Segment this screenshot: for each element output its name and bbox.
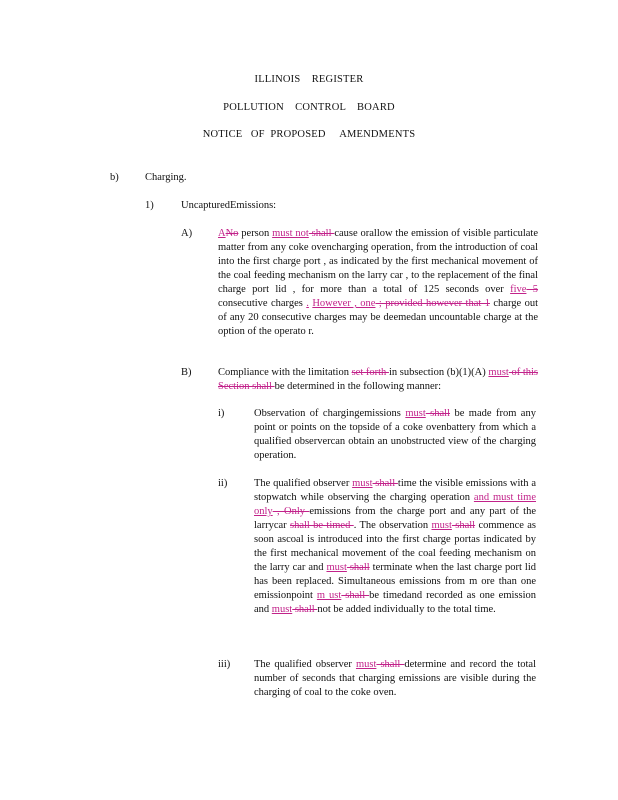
deleted-text: shall be timed bbox=[289, 520, 354, 531]
deleted-text: shall bbox=[292, 604, 318, 615]
section-label: b) bbox=[110, 172, 119, 183]
deleted-text: ; provided however that 1 bbox=[375, 298, 490, 309]
item-iii-label: iii) bbox=[218, 659, 231, 670]
deleted-text: shall bbox=[341, 590, 370, 601]
deleted-text: shall bbox=[425, 408, 451, 419]
text-run: be determined in the following manner: bbox=[274, 381, 442, 392]
item-b-text bbox=[218, 366, 538, 394]
inserted-text: must bbox=[405, 408, 426, 419]
deleted-text: 5 bbox=[526, 284, 539, 295]
inserted-text: A bbox=[218, 228, 226, 239]
subsection-1-label: 1) bbox=[145, 200, 154, 211]
deleted-text: shall bbox=[372, 478, 398, 489]
text-run: . The observation bbox=[353, 520, 432, 531]
text-run: commence as soon ascoal is introduced into the first charge portas indicated by the first mechanical movement of the coal feeding mechanism on the larry car and bbox=[254, 520, 537, 573]
inserted-text: must bbox=[488, 367, 509, 378]
item-b-label: B) bbox=[181, 367, 192, 378]
item-i-label: i) bbox=[218, 408, 225, 419]
deleted-text: set forth bbox=[351, 367, 389, 378]
deleted-text: shall bbox=[451, 520, 476, 531]
inserted-text: and must time only bbox=[254, 492, 537, 517]
inserted-text: . bbox=[306, 298, 309, 309]
text-run: determine and record the total number of seconds that charging emissions are visible during the charging of coal to the coke oven. bbox=[254, 659, 537, 698]
deleted-text: No bbox=[225, 228, 239, 239]
item-ii-text bbox=[254, 477, 536, 617]
deleted-text: shall bbox=[376, 659, 405, 670]
text-run: Compliance with the limitation bbox=[218, 367, 352, 378]
text-run: charge out of any 20 consecutive charges may be deemedan uncountable charge at the option of the operato r. bbox=[218, 298, 538, 337]
header-line-1: ILLINOIS REGISTER bbox=[254, 74, 364, 85]
deleted-text: of this Section shall bbox=[218, 367, 539, 392]
inserted-text: must bbox=[352, 478, 373, 489]
text-run: The qualified observer bbox=[254, 478, 353, 489]
inserted-text: must bbox=[355, 659, 377, 670]
text-run: time the visible emissions with a stopwatch while observing the charging operation bbox=[254, 478, 536, 503]
deleted-text: , Only bbox=[272, 506, 310, 517]
item-i-text bbox=[254, 407, 536, 463]
text-run: emissions from the charge port and any part of the larrycar bbox=[254, 506, 536, 531]
inserted-text: m ust bbox=[316, 590, 342, 601]
header-line-2: POLLUTION CONTROL BOARD bbox=[223, 102, 395, 113]
header-line-3: NOTICE OF PROPOSED AMENDMENTS bbox=[202, 129, 416, 140]
text-run: The qualified observer bbox=[254, 659, 356, 670]
inserted-text: must bbox=[326, 562, 347, 573]
inserted-text: However , one bbox=[312, 298, 376, 309]
inserted-text: five bbox=[510, 284, 527, 295]
text-run: in subsection (b)(1)(A) bbox=[388, 367, 489, 378]
item-a-label: A) bbox=[181, 228, 193, 239]
text-run: be made from any point or points on the topside of a coke ovenbattery from which a qualified observercan obtain an unobstructed view of the charging operation. bbox=[254, 408, 536, 461]
inserted-text: must not bbox=[272, 228, 309, 239]
item-iii-text bbox=[254, 658, 536, 700]
text-run: Observation of chargingemissions bbox=[254, 408, 406, 419]
text-run: person bbox=[238, 228, 273, 239]
deleted-text: shall bbox=[346, 562, 370, 573]
text-run: be timedand recorded as one emission and bbox=[254, 590, 536, 615]
item-ii-label: ii) bbox=[218, 478, 228, 489]
text-run: terminate when the last charge port lid has been replaced. Simultaneous emissions from m ore than one emissionpoint bbox=[254, 562, 536, 601]
deleted-text: shall bbox=[308, 228, 335, 239]
item-a-text bbox=[218, 227, 538, 339]
inserted-text: must bbox=[271, 604, 293, 615]
text-run: consecutive charges bbox=[218, 298, 307, 309]
text-run: cause orallow the emission of visible particulate matter from any coke ovencharging operation, from the introduction of coal into the first charge port , as indicated by the first mechanical movement of the coal feeding mechanism on the larry car , to the replacement of the final charge port lid , for more than a total of 125 seconds over bbox=[218, 228, 539, 295]
inserted-text: must bbox=[431, 520, 452, 531]
text-run: not be added individually to the total time. bbox=[317, 604, 496, 615]
subsection-1-title: UncapturedEmissions: bbox=[181, 200, 277, 211]
section-title: Charging. bbox=[145, 172, 187, 183]
